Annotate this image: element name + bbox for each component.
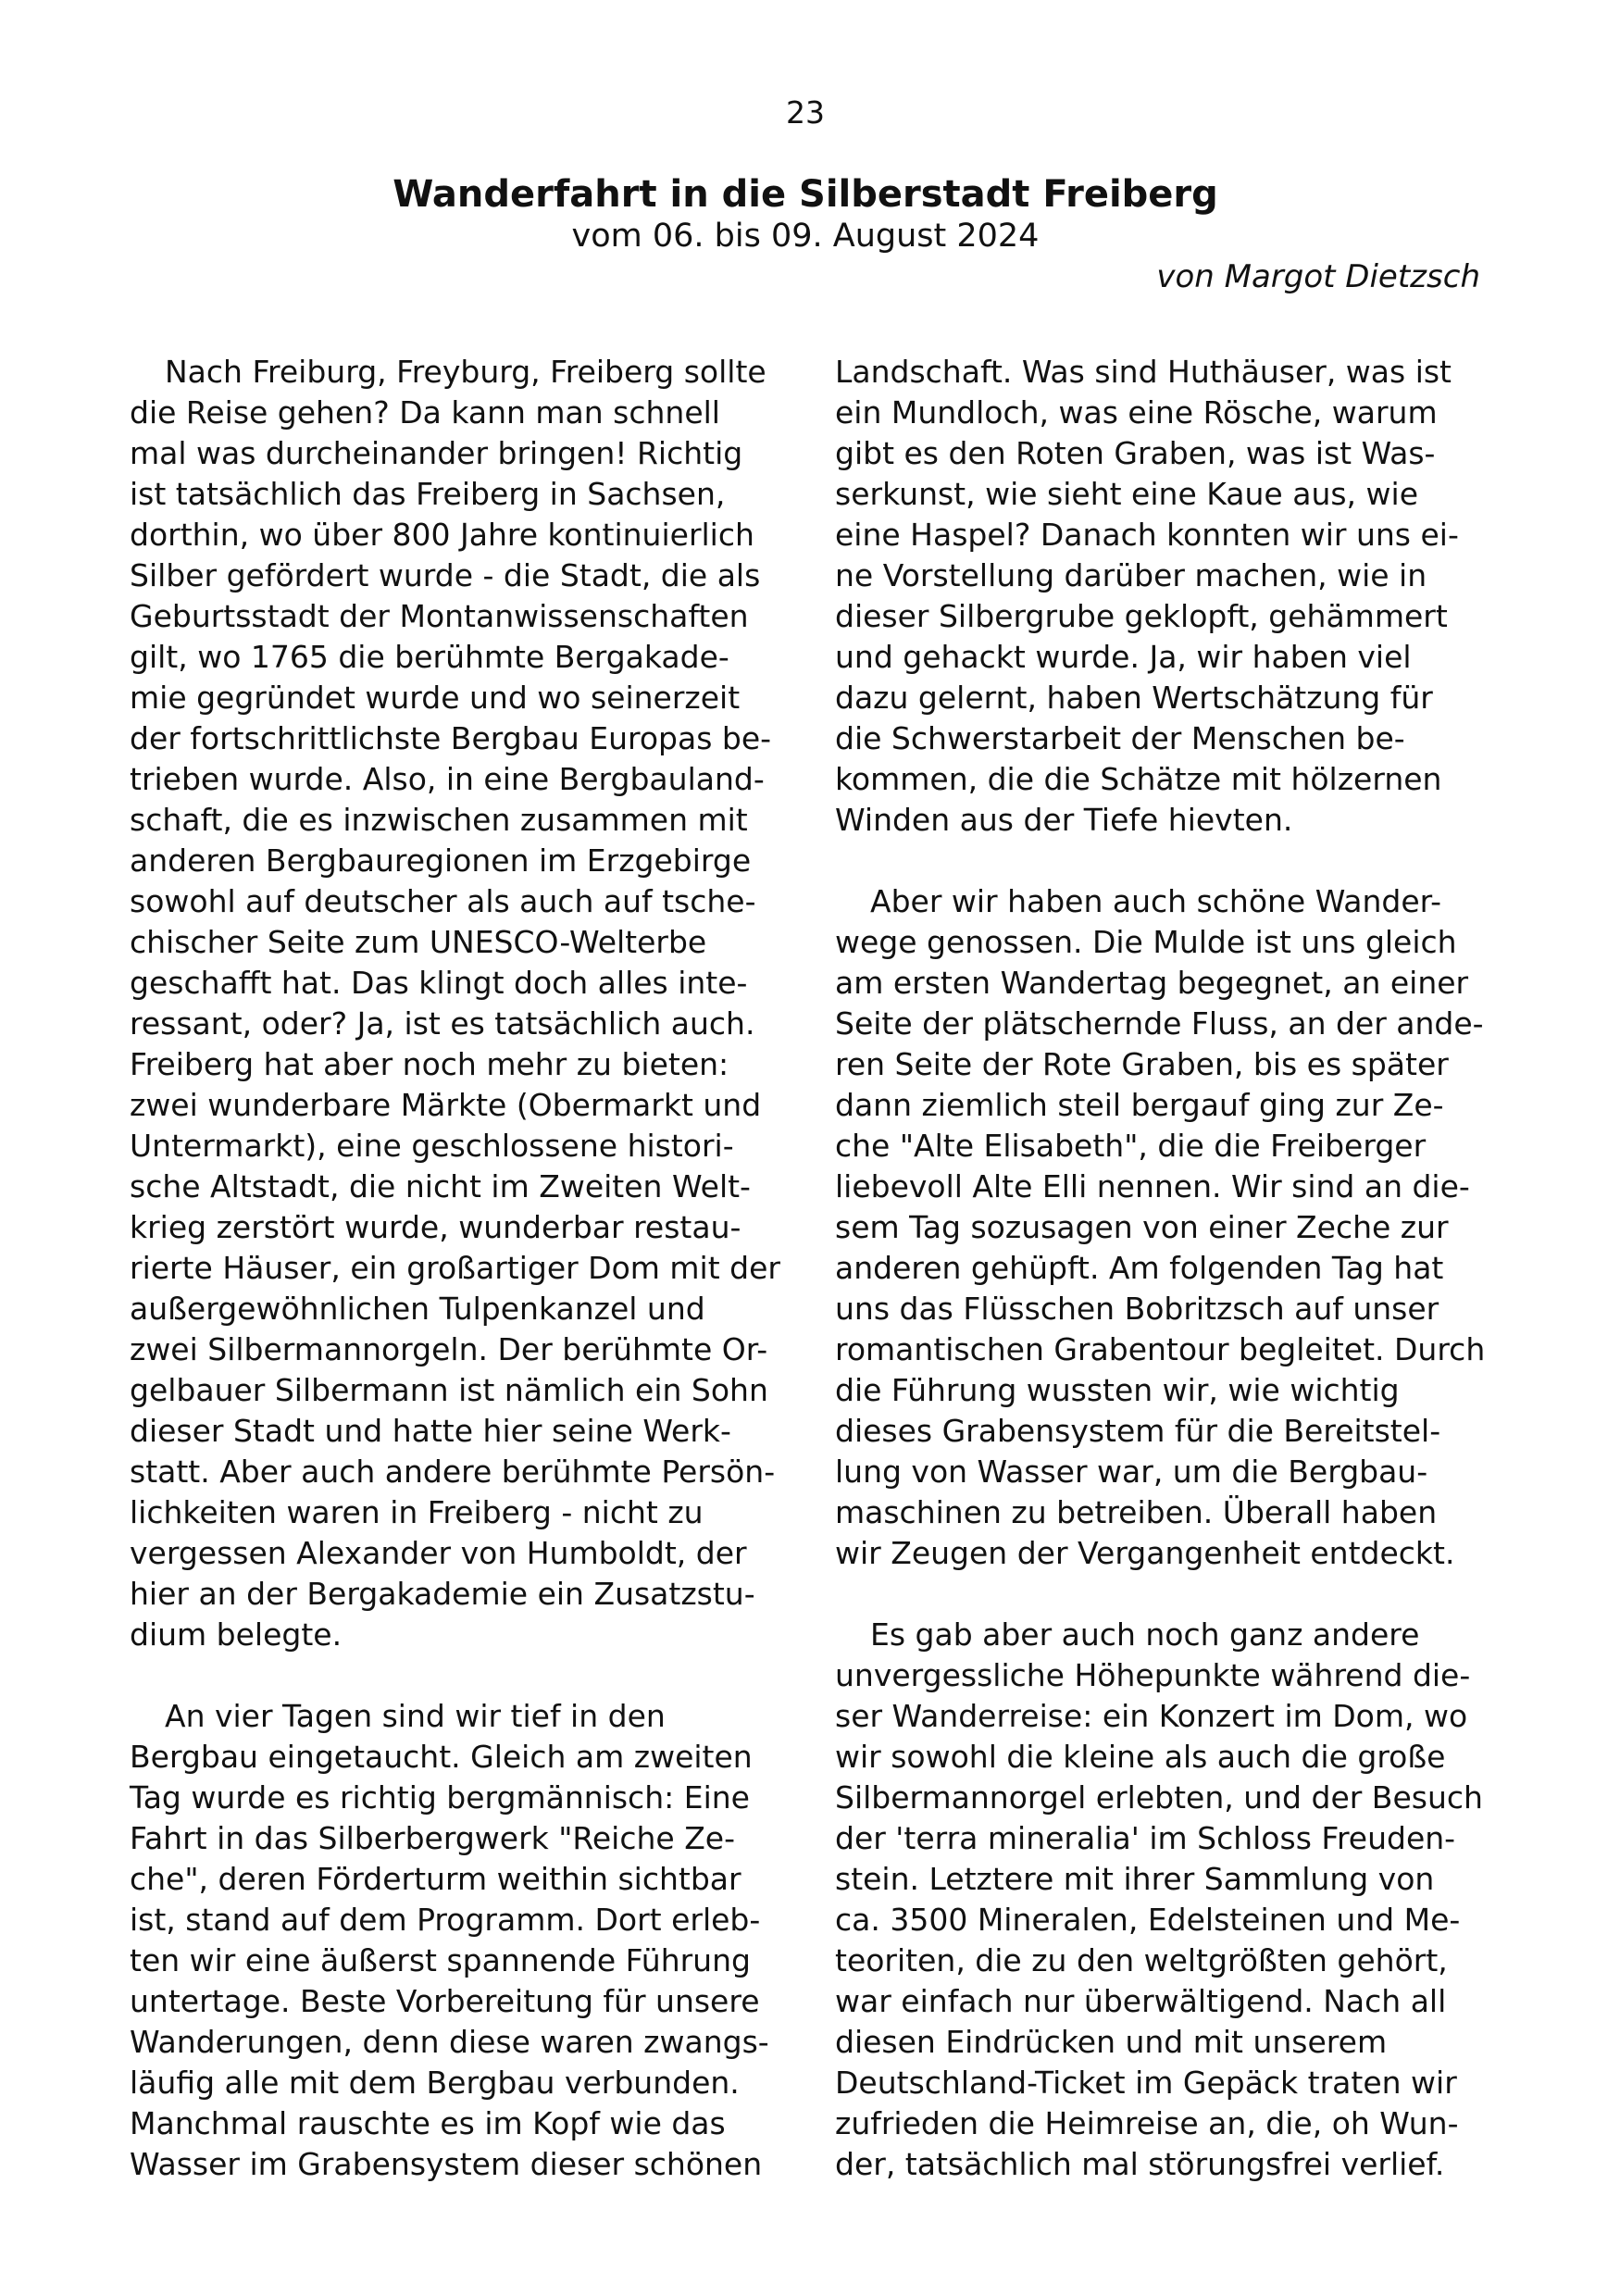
text-line: ressant, oder? Ja, ist es tatsächlich auch. [130,1005,755,1042]
text-line: che", deren Förderturm weithin sichtbar [130,1861,741,1897]
text-line: statt. Aber auch andere berühmte Persön- [130,1454,776,1490]
article-title: Wanderfahrt in die Silberstadt Freiberg [393,173,1218,216]
text-line: wir Zeugen der Vergangenheit entdeckt. [835,1535,1455,1571]
text-line: Geburtsstadt der Montanwissenschaften [130,598,749,634]
text-line: An vier Tagen sind wir tief in den [165,1698,666,1734]
text-line: war einfach nur überwältigend. Nach all [835,1983,1447,2019]
text-line: stein. Letztere mit ihrer Sammlung von [835,1861,1435,1897]
text-line: Silbermannorgel erlebten, und der Besuch [835,1779,1483,1816]
text-line: dieser Stadt und hatte hier seine Werk- [130,1413,731,1449]
text-line: wir sowohl die kleine als auch die große [835,1739,1446,1775]
paragraph [835,352,1494,841]
text-line: läufig alle mit dem Bergbau verbunden. [130,2065,740,2101]
text-line: Fahrt in das Silberbergwerk "Reiche Ze- [130,1820,736,1856]
text-line: anderen gehüpft. Am folgenden Tag hat [835,1250,1444,1286]
text-line: teoriten, die zu den weltgrößten gehört, [835,1942,1448,1978]
text-line: Deutschland-Ticket im Gepäck traten wir [835,2065,1457,2101]
text-line: che "Alte Elisabeth", die die Freiberger [835,1128,1427,1164]
text-line: ist tatsächlich das Freiberg in Sachsen, [130,476,726,512]
text-line: Tag wurde es richtig bergmännisch: Eine [130,1779,750,1816]
text-line: Winden aus der Tiefe hievten. [835,802,1293,838]
text-line: der fortschrittlichste Bergbau Europas be- [130,720,772,756]
text-line: krieg zerstört wurde, wunderbar restau- [130,1209,741,1245]
text-line: kommen, die die Schätze mit hölzernen [835,761,1442,797]
page-number: 23 [786,94,825,131]
text-line: uns das Flüsschen Bobritzsch auf unser [835,1291,1439,1327]
text-line: Seite der plätschernde Fluss, an der ande- [835,1005,1484,1042]
text-line: der, tatsächlich mal störungsfrei verlief. [835,2146,1445,2182]
text-line: gibt es den Roten Graben, was ist Was- [835,435,1436,471]
text-line: Wanderungen, denn diese waren zwangs- [130,2024,769,2060]
text-line: geschafft hat. Das klingt doch alles inte- [130,965,748,1001]
text-line: wege genossen. Die Mulde ist uns gleich [835,924,1457,960]
text-line: serkunst, wie sieht eine Kaue aus, wie [835,476,1418,512]
text-line: zwei wunderbare Märkte (Obermarkt und [130,1087,762,1123]
text-line: ten wir eine äußerst spannende Führung [130,1942,751,1978]
text-line: liebevoll Alte Elli nennen. Wir sind an die- [835,1168,1470,1204]
text-line: schaft, die es inzwischen zusammen mit [130,802,748,838]
text-line: mie gegründet wurde und wo seinerzeit [130,680,741,716]
text-line: dazu gelernt, haben Wertschätzung für [835,680,1433,716]
text-line: Untermarkt), eine geschlossene histori- [130,1128,734,1164]
text-line: und gehackt wurde. Ja, wir haben viel [835,639,1412,675]
paragraph [835,1615,1494,2185]
text-line: Nach Freiburg, Freyburg, Freiberg sollte [165,354,766,390]
text-line: dium belegte. [130,1616,343,1653]
text-line: Wasser im Grabensystem dieser schönen [130,2146,763,2182]
text-line: rierte Häuser, ein großartiger Dom mit der [130,1250,780,1286]
text-line: die Schwerstarbeit der Menschen be- [835,720,1405,756]
text-line: romantischen Grabentour begleitet. Durch [835,1331,1486,1367]
text-line: Es gab aber auch noch ganz andere [870,1616,1420,1653]
text-line: sem Tag sozusagen von einer Zeche zur [835,1209,1449,1245]
paragraph [130,1696,789,2185]
text-line: ser Wanderreise: ein Konzert im Dom, wo [835,1698,1468,1734]
text-line: Aber wir haben auch schöne Wander- [870,883,1441,919]
right-column [835,352,1494,2185]
text-line: mal was durcheinander bringen! Richtig [130,435,743,471]
text-line: anderen Bergbauregionen im Erzgebirge [130,842,752,879]
text-line: die Führung wussten wir, wie wichtig [835,1372,1400,1408]
text-line: zwei Silbermannorgeln. Der berühmte Or- [130,1331,768,1367]
author-byline: von Margot Dietzsch [1156,258,1480,295]
text-line: sche Altstadt, die nicht im Zweiten Welt- [130,1168,751,1204]
text-line: hier an der Bergakademie ein Zusatzstu- [130,1576,755,1612]
text-line: chischer Seite zum UNESCO-Welterbe [130,924,707,960]
text-line: ne Vorstellung darüber machen, wie in [835,557,1427,593]
text-line: die Reise gehen? Da kann man schnell [130,394,720,430]
text-line: trieben wurde. Also, in eine Bergbauland- [130,761,765,797]
text-line: gilt, wo 1765 die berühmte Bergakade- [130,639,729,675]
text-line: vergessen Alexander von Humboldt, der [130,1535,747,1571]
text-line: der 'terra mineralia' im Schloss Freuden- [835,1820,1456,1856]
date-line: vom 06. bis 09. August 2024 [571,218,1040,255]
text-line: dorthin, wo über 800 Jahre kontinuierlich [130,517,754,553]
text-line: dann ziemlich steil bergauf ging zur Ze- [835,1087,1444,1123]
text-line: dieser Silbergrube geklopft, gehämmert [835,598,1448,634]
text-line: Silber gefördert wurde - die Stadt, die als [130,557,761,593]
text-line: ist, stand auf dem Programm. Dort erleb- [130,1902,761,1938]
text-line: unvergessliche Höhepunkte während die- [835,1657,1471,1693]
text-line: dieses Grabensystem für die Bereitstel- [835,1413,1441,1449]
text-line: eine Haspel? Danach konnten wir uns ei- [835,517,1459,553]
text-line: Manchmal rauschte es im Kopf wie das [130,2105,726,2141]
text-line: Freiberg hat aber noch mehr zu bieten: [130,1046,729,1082]
text-line: außergewöhnlichen Tulpenkanzel und [130,1291,705,1327]
text-line: ren Seite der Rote Graben, bis es später [835,1046,1449,1082]
text-line: untertage. Beste Vorbereitung für unsere [130,1983,760,2019]
text-line: Bergbau eingetaucht. Gleich am zweiten [130,1739,753,1775]
paragraph [130,352,789,1655]
paragraph [835,881,1494,1574]
text-line: gelbauer Silbermann ist nämlich ein Sohn [130,1372,768,1408]
text-line: lichkeiten waren in Freiberg - nicht zu [130,1494,704,1530]
text-line: ein Mundloch, was eine Rösche, warum [835,394,1438,430]
text-line: Landschaft. Was sind Huthäuser, was ist [835,354,1452,390]
text-line: diesen Eindrücken und mit unserem [835,2024,1388,2060]
text-line: am ersten Wandertag begegnet, an einer [835,965,1469,1001]
text-line: maschinen zu betreiben. Überall haben [835,1494,1438,1530]
left-column [130,352,789,2185]
text-line: sowohl auf deutscher als auch auf tsche- [130,883,756,919]
text-line: zufrieden die Heimreise an, die, oh Wun- [835,2105,1459,2141]
text-line: lung von Wasser war, um die Bergbau- [835,1454,1428,1490]
text-line: ca. 3500 Mineralen, Edelsteinen und Me- [835,1902,1461,1938]
